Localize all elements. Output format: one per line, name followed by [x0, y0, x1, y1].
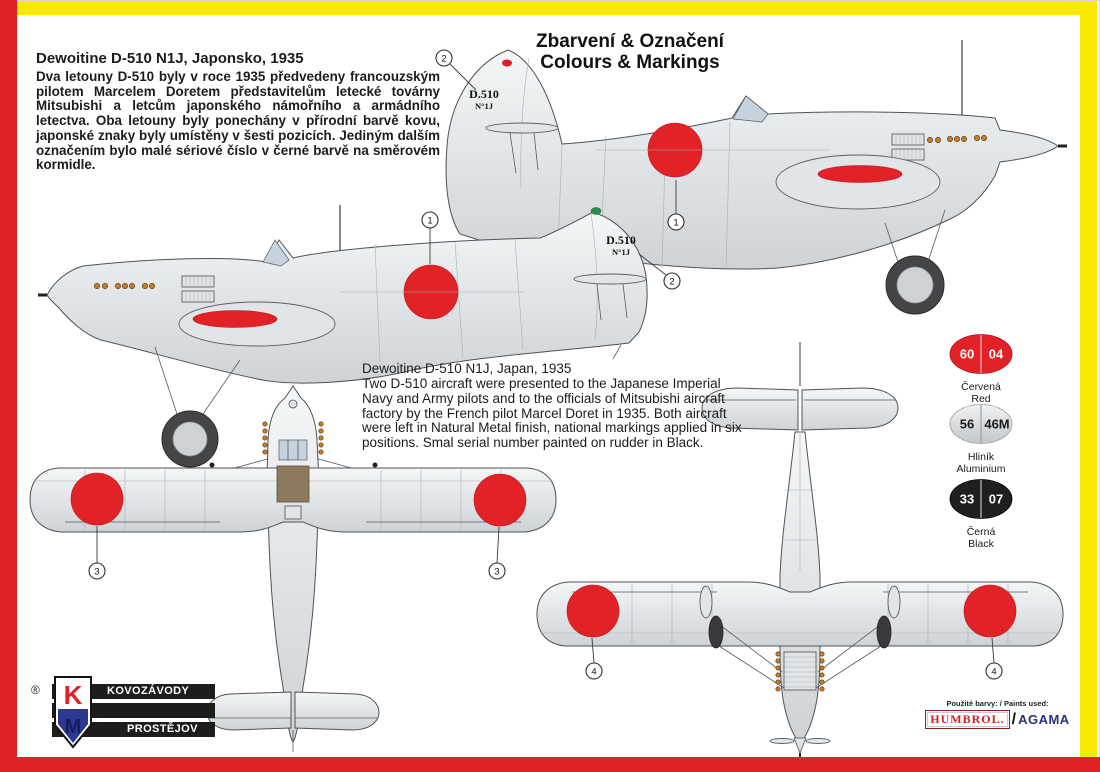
- tail-code: D.510: [606, 233, 636, 247]
- tail-code-number: N°1J: [611, 247, 631, 257]
- wire-anchor-left: [210, 463, 215, 468]
- kp-shield-icon: [53, 675, 93, 749]
- czech-description-block: [36, 50, 440, 173]
- svg-text:K: K: [63, 680, 83, 710]
- svg-text:4: 4: [991, 666, 997, 678]
- red-fin-dot: [502, 60, 512, 67]
- exhaust-stubs: [94, 283, 154, 288]
- wheel-right: [877, 616, 891, 648]
- callout-2-badge: [436, 50, 476, 90]
- svg-text:56: 56: [959, 416, 975, 432]
- paint-chip-red-caption: Červená Red: [961, 381, 1001, 405]
- propeller-blade-right: [806, 739, 830, 744]
- bottom-red-border: [0, 757, 1100, 772]
- right-yellow-border: [1080, 1, 1097, 757]
- paints-used-caption: Použité barvy: / Paints used:: [946, 699, 1049, 708]
- hinomaru-right-wing-under: [964, 585, 1016, 637]
- wheel-left: [709, 616, 723, 648]
- hinomaru-wing-edge: [818, 166, 902, 183]
- tailplane-side: [486, 123, 558, 133]
- main-wheel-hub: [897, 267, 933, 303]
- svg-text:1: 1: [673, 217, 679, 229]
- svg-text:4: 4: [591, 666, 597, 678]
- green-fin-dot: [591, 208, 601, 215]
- propeller-blade-left: [770, 739, 794, 744]
- hinomaru-left-wing: [71, 473, 123, 525]
- spinner-bottom: [794, 738, 806, 753]
- page-title-english: Colours & Markings: [540, 52, 720, 73]
- spinner-top: [289, 400, 297, 408]
- hinomaru-right-wing: [474, 474, 526, 526]
- paints-used-block: [915, 699, 1080, 729]
- gear-fairing-left: [700, 586, 712, 618]
- page-title-czech: Zbarvení & Označení: [536, 31, 724, 52]
- fuselage-outline: [267, 386, 319, 742]
- gear-fairing-right: [888, 586, 900, 618]
- svg-text:1: 1: [427, 215, 433, 227]
- humbrol-brand-logo: HUMBROL.: [925, 710, 1009, 729]
- radiator-bath: [784, 652, 816, 690]
- svg-text:46M: 46M: [984, 416, 1010, 432]
- paint-chip-red: [939, 333, 1023, 405]
- agama-brand-logo: AGAMA: [1018, 712, 1070, 727]
- callout-3-badge-left: [89, 526, 105, 579]
- paint-chip-black-ellipse: [939, 478, 1023, 520]
- windscreen-top: [279, 440, 307, 460]
- english-title: Dewoitine D-510 N1J, Japan, 1935: [362, 361, 572, 376]
- paint-chip-black-caption: Černá Black: [966, 526, 996, 550]
- hinomaru-left-wing-under: [567, 585, 619, 637]
- logo-bar-kovozavody: KOVOZÁVODY: [52, 684, 215, 699]
- brand-separator: /: [1011, 710, 1017, 728]
- hinomaru-wing-edge: [193, 311, 277, 328]
- top-yellow-border: [17, 1, 1097, 15]
- english-body: Two D-510 aircraft were presented to the Japanese Imperial Navy and Army pilots and to the officials of Mitsubishi aircraft factory by the French pilot Marcel Doret in 1935. Both aircraft were left in Natural Metal finish, national markings applied in six positions. Smal serial number painted on rudder in Black.: [362, 376, 742, 451]
- cockpit-interior: [277, 466, 309, 502]
- czech-title: Dewoitine D-510 N1J, Japonsko, 1935: [36, 50, 304, 67]
- page-title: [520, 31, 740, 73]
- svg-text:3: 3: [494, 566, 500, 578]
- headrest: [285, 506, 301, 519]
- kovozavody-prostejov-logo: [30, 668, 225, 750]
- callout-3-badge-right: [489, 527, 505, 579]
- tail-code-number: N°1J: [474, 101, 494, 111]
- english-description-block: [362, 361, 744, 451]
- wire-anchor-right: [373, 463, 378, 468]
- paint-chip-black: [939, 478, 1023, 550]
- paint-chip-aluminium: [939, 403, 1023, 475]
- svg-text:3: 3: [94, 566, 100, 578]
- registered-trademark-icon: ®: [31, 683, 40, 697]
- tailplane-side: [574, 274, 646, 284]
- logo-bar-prostejov: PROSTĚJOV: [52, 722, 215, 737]
- svg-text:33: 33: [959, 491, 975, 507]
- czech-body: Dva letouny D-510 byly v roce 1935 předvedeny francouzským pilotem Marcelem Doretem představitelům letecké továrny Mitsubishi a letcům japonského námořního a armádního letectva. Oba letouny byly ponechány v přírodní barvě kovu, japonské znaky byly umístěny v šesti pozicích. Jediným dalším označením bylo malé sériové číslo v černé barvě na směrovém kormidle.: [36, 69, 440, 173]
- paint-chip-aluminium-caption: Hliník Aluminium: [956, 451, 1006, 475]
- paint-chip-red-ellipse: [939, 333, 1023, 375]
- tail-code: D.510: [469, 87, 499, 101]
- svg-text:2: 2: [669, 276, 675, 288]
- paint-chip-aluminium-ellipse: [939, 403, 1023, 445]
- svg-text:M: M: [64, 716, 82, 738]
- svg-text:60: 60: [959, 346, 975, 362]
- svg-text:2: 2: [441, 53, 447, 65]
- svg-text:07: 07: [988, 491, 1004, 507]
- left-red-border: [0, 0, 17, 772]
- svg-text:04: 04: [988, 346, 1004, 362]
